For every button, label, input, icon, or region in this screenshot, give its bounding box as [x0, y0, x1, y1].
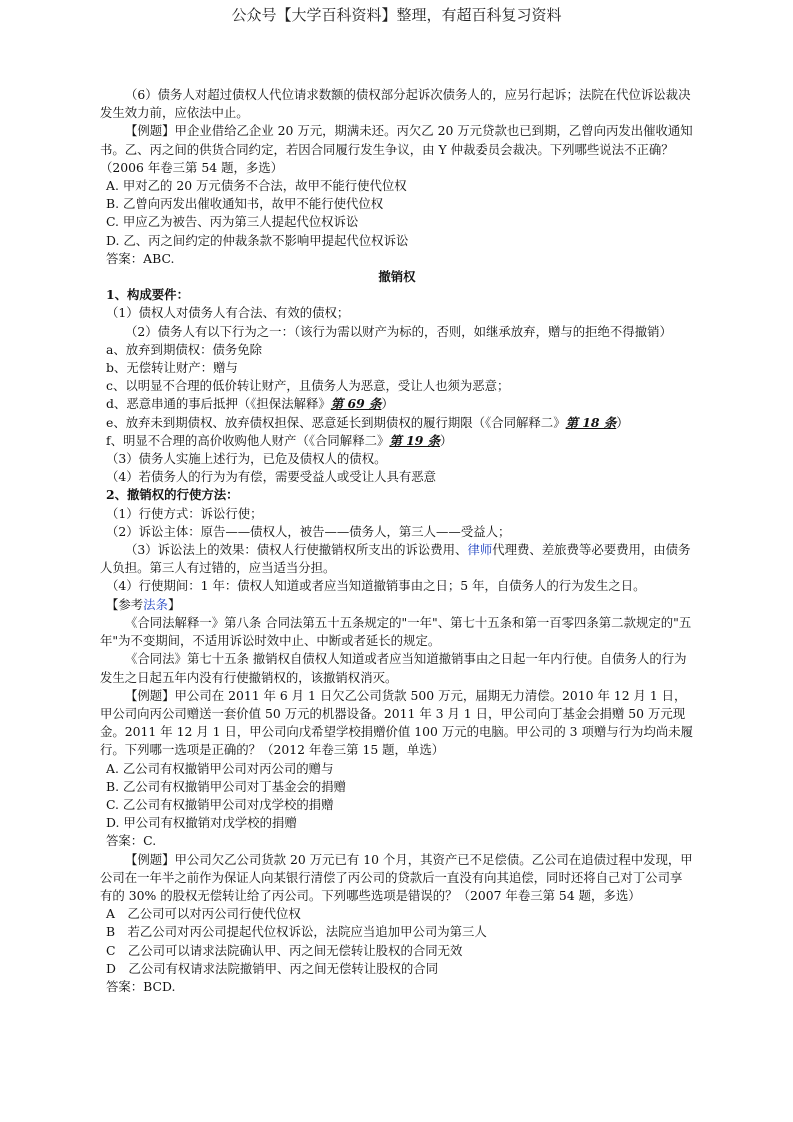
contract-law-75: 《合同法》第七十五条 撤销权自债权人知道或者应当知道撤销事由之日起一年内行使。自债务人的行为发生之日起五年内没有行使撤销权的，该撤销权消灭。 [100, 651, 687, 685]
element-4: （4）若债务人的行为为有偿，需要受益人或受让人具有恶意 [106, 469, 437, 485]
section-title: 撤销权 [378, 269, 416, 285]
example-3-question: 【例题】甲公司欠乙公司货款 20 万元已有 10 个月，其资产已不足偿债。乙公司在追债过程中发现，甲公司在一年半之前作为保证人向某银行清偿了丙公司的贷款后一直没有向其追偿，同时还将自己对丁公司享有的 30% 的股权无偿转让给了丙公司。下列哪些选项是错误的？（2007 年卷三第 54 题，多选） [100, 851, 693, 903]
element-2d-close: ） [381, 396, 394, 412]
document-body [100, 86, 694, 996]
law-article-link[interactable]: 法条 [143, 596, 168, 612]
element-2f-close: ） [440, 432, 453, 448]
reference-close: 】 [167, 596, 181, 612]
element-2e-article-ref: 第 18 条 [565, 414, 617, 430]
example-2-answer: 答案：C. [106, 833, 157, 849]
element-2: （2）债务人有以下行为之一：（该行为需以财产为标的，否则，如继承放弃，赠与的拒绝不得撤销） [125, 323, 672, 339]
example-1-option-b: B. 乙曾向丙发出催收通知书，故甲不能行使代位权 [106, 196, 384, 212]
element-2f-text: f、明显不合理的高价收购他人财产（《合同解释二》 [106, 432, 390, 448]
method-1: （1）行使方式：诉讼行使； [106, 505, 263, 521]
method-2: （2）诉讼主体：原告——债权人，被告——债务人，第三人——受益人； [106, 523, 511, 539]
lawyer-link[interactable]: 律师 [467, 542, 493, 558]
element-1: （1）债权人对债务人有合法、有效的债权； [106, 305, 350, 321]
element-2e-text: e、放弃未到期债权、放弃债权担保、恶意延长到期债权的履行期限（《合同解释二》 [106, 414, 566, 430]
element-2f [100, 432, 694, 450]
example-1-option-a: A. 甲对乙的 20 万元债务不合法，故甲不能行使代位权 [106, 178, 407, 194]
heading-elements: 1、构成要件： [106, 287, 189, 303]
reference-open: 【参考 [106, 596, 144, 612]
heading-methods: 2、撤销权的行使方法： [106, 487, 239, 503]
example-1-option-d: D. 乙、丙之间约定的仲裁条款不影响甲提起代位权诉讼 [106, 232, 409, 248]
example-1-option-c: C. 甲应乙为被告、丙为第三人提起代位权诉讼 [106, 214, 359, 230]
method-3-text: （3）诉讼法上的效果：债权人行使撤销权所支出的诉讼费用、 [125, 542, 468, 558]
example-2-option-c: C. 乙公司有权撤销甲公司对戊学校的捐赠 [106, 796, 334, 812]
element-2e-close: ） [616, 414, 629, 430]
example-2-option-d: D. 甲公司有权撤销对戊学校的捐赠 [106, 815, 297, 831]
example-1-question: 【例题】甲企业借给乙企业 20 万元，期满未还。丙欠乙 20 万元贷款也已到期，乙曾向丙发出催收通知书。乙、丙之间的供货合同约定，若因合同履行发生争议，由 Y 仲裁委员会裁决。下列哪些说法不正确？（2006 年卷三第 54 题，多选） [100, 123, 693, 175]
example-3-option-c: C 乙公司可以请求法院确认甲、丙之间无偿转让股权的合同无效 [106, 942, 463, 958]
example-3-option-a: A 乙公司可以对丙公司行使代位权 [106, 906, 301, 922]
element-2a: a、放弃到期债权：债务免除 [106, 341, 263, 357]
example-1-answer: 答案：ABC. [106, 250, 175, 266]
method-4: （4）行使期间：1 年：债权人知道或者应当知道撤销事由之日；5 年，自债务人的行为发生之日。 [106, 578, 646, 594]
element-2d-article-ref: 第 69 条 [330, 396, 382, 412]
page-header: 公众号【大学百科资料】整理，有超百科复习资料 [231, 6, 562, 24]
example-2-option-a: A. 乙公司有权撤销甲公司对丙公司的赠与 [106, 760, 334, 776]
law-interpretation-1: 《合同法解释一》第八条 合同法第五十五条规定的"一年"、第七十五条和第一百零四条第二款规定的"五年"为不变期间，不适用诉讼时效中止、中断或者延长的规定。 [100, 614, 692, 649]
method-3-text-cont: 代理费、差旅费等必要费用，由债务人负担。第三人有过错的，应当适当分担。 [100, 542, 691, 576]
element-2d [100, 395, 694, 413]
example-2-question: 【例题】甲公司在 2011 年 6 月 1 日欠乙公司货款 500 万元，届期无力清偿。2010 年 12 月 1 日，甲公司向丙公司赠送一套价值 50 万元的机器设备。2011 年 3 月 1 日，甲公司向丁基金会捐赠 50 万元现金。2011 年 12 月 1 日，甲公司向戊希望学校捐赠价值 100 万元的电脑。甲公司的 3 项赠与行为均尚未履行。下列哪一选项是正确的？（2012 年卷三第 15 题，单选） [100, 687, 694, 758]
element-2f-article-ref: 第 19 条 [389, 432, 441, 448]
example-3-answer: 答案：BCD. [106, 978, 176, 994]
method-3 [100, 541, 694, 577]
example-3-option-d: D 乙公司有权请求法院撤销甲、丙之间无偿转让股权的合同 [106, 960, 439, 976]
element-2e [100, 414, 694, 432]
example-2-option-b: B. 乙公司有权撤销甲公司对丁基金会的捐赠 [106, 778, 347, 794]
example-3-option-b: B 若乙公司对丙公司提起代位权诉讼，法院应当追加甲公司为第三人 [106, 924, 487, 940]
reference-heading [100, 596, 694, 614]
element-3: （3）债务人实施上述行为，已危及债权人的债权。 [106, 451, 387, 467]
element-2b: b、无偿转让财产：赠与 [106, 360, 238, 376]
element-2d-text: d、恶意串通的事后抵押（《担保法解释》 [106, 396, 331, 412]
element-2c: c、以明显不合理的低价转让财产，且债务人为恶意，受让人也须为恶意； [106, 378, 510, 394]
paragraph-subrogation-6: （6）债务人对超过债权人代位请求数额的债权部分起诉次债务人的，应另行起诉；法院在代位诉讼裁决发生效力前，应依法中止。 [100, 87, 691, 121]
